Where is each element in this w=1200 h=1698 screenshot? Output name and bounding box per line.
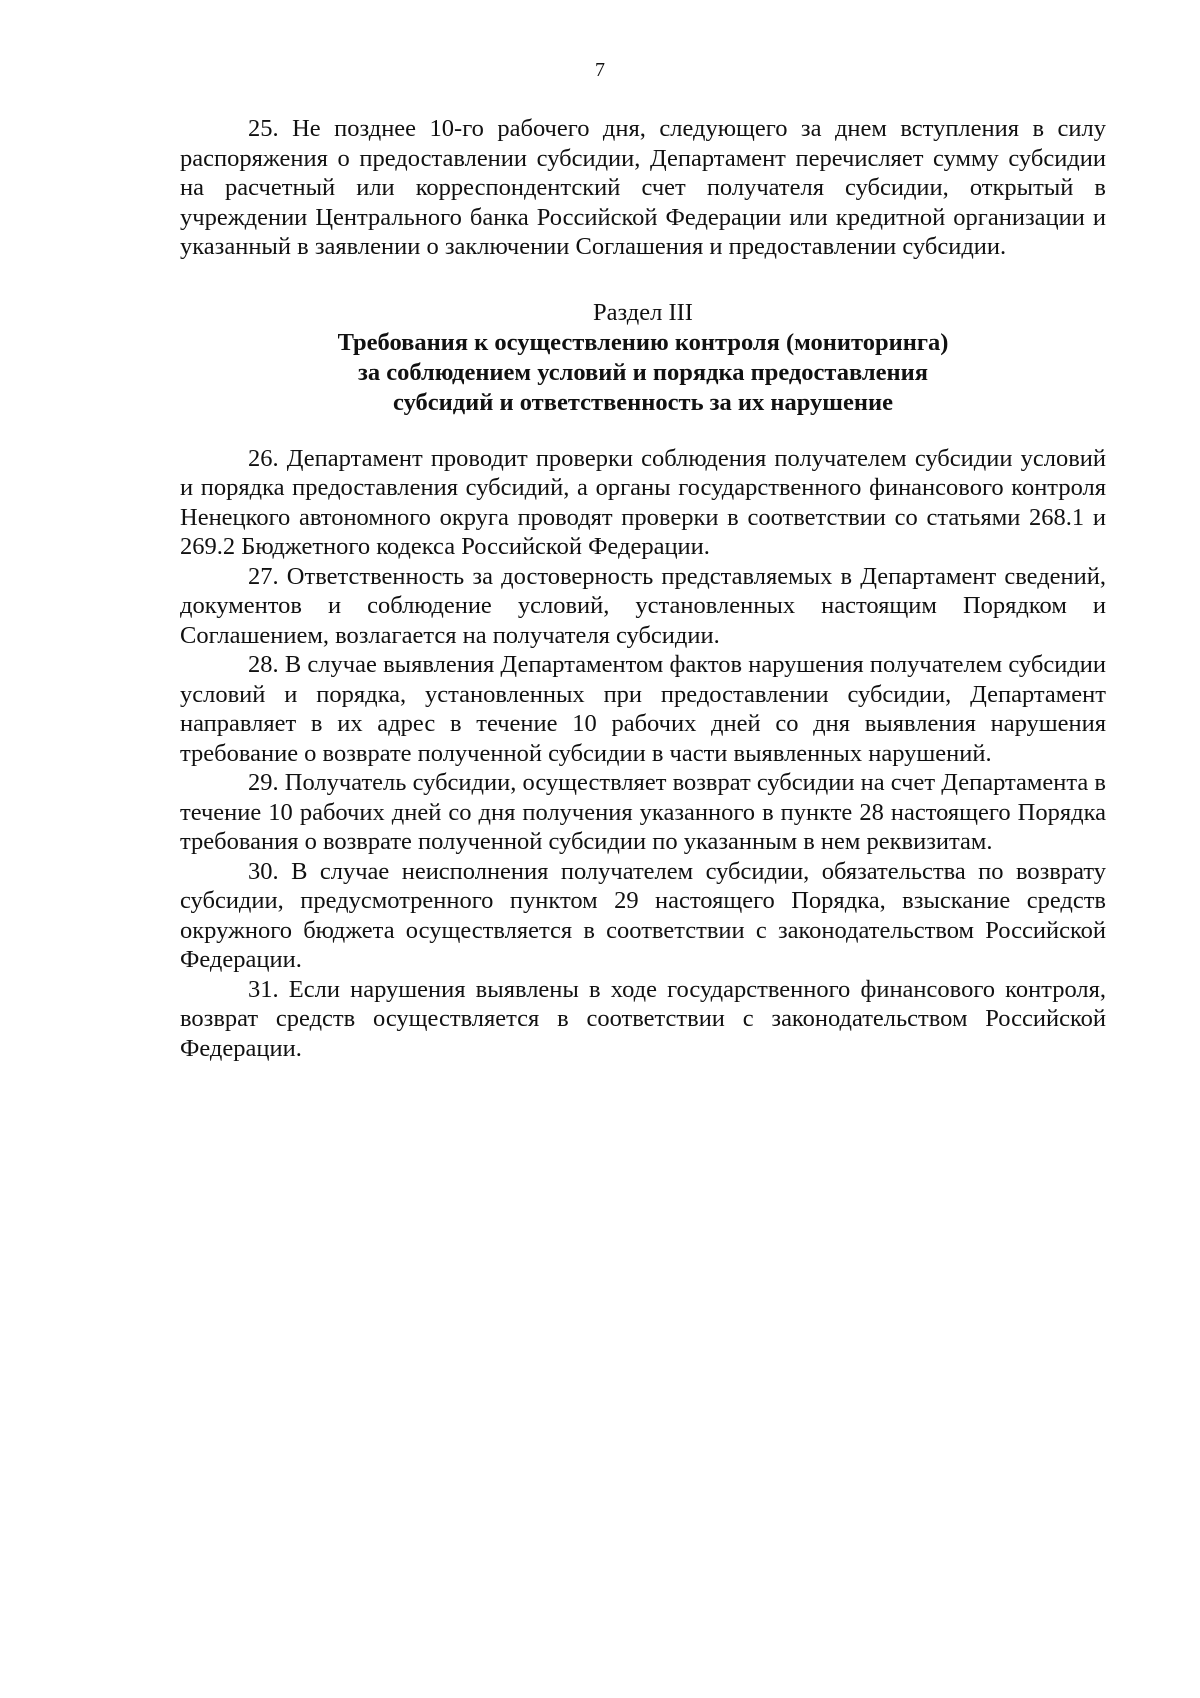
paragraph-26: 26. Департамент проводит проверки соблюдения получателем субсидии условий и порядка предоставления субсидий, а органы государственного финансового контроля Ненецкого автономного округа проводят проверки в соответствии со статьями 268.1 и 269.2 Бюджетного кодекса Российской Федерации. bbox=[180, 444, 1106, 560]
section-heading bbox=[180, 298, 1106, 418]
paragraph-25: 25. Не позднее 10-го рабочего дня, следующего за днем вступления в силу распоряжения о предоставлении субсидии, Департамент перечисляет сумму субсидии на расчетный или корреспондентский счет получателя субсидии, открытый в учреждении Центрального банка Российской Федерации или кредитной организации и указанный в заявлении о заключении Соглашения и предоставлении субсидии. bbox=[180, 115, 1106, 260]
paragraph-31: 31. Если нарушения выявлены в ходе государственного финансового контроля, возврат средств осуществляется в соответствии с законодательством Российской Федерации. bbox=[180, 975, 1106, 1062]
section-title bbox=[180, 328, 1106, 418]
document-body bbox=[180, 114, 1106, 1063]
paragraph-30: 30. В случае неисполнения получателем субсидии, обязательства по возврату субсидии, предусмотренного пунктом 29 настоящего Порядка, взыскание средств окружного бюджета осуществляется в соответствии с законодательством Российской Федерации. bbox=[180, 857, 1106, 973]
paragraph-27: 27. Ответственность за достоверность представляемых в Департамент сведений, документов и соблюдение условий, установленных настоящим Порядком и Соглашением, возлагается на получателя субсидии. bbox=[180, 562, 1106, 649]
section-title-line: Требования к осуществлению контроля (мониторинга) bbox=[337, 328, 949, 356]
paragraph-28: 28. В случае выявления Департаментом фактов нарушения получателем субсидии условий и порядка, установленных при предоставлении субсидии, Департамент направляет в их адрес в течение 10 рабочих дней со дня выявления нарушения требование о возврате полученной субсидии в части выявленных нарушений. bbox=[180, 651, 1106, 767]
paragraph-29: 29. Получатель субсидии, осуществляет возврат субсидии на счет Департамента в течение 10 рабочих дней со дня получения указанного в пункте 28 настоящего Порядка требования о возврате полученной субсидии по указанным в нем реквизитам. bbox=[180, 769, 1106, 855]
section-title-line: субсидий и ответственность за их нарушение bbox=[393, 388, 893, 416]
section-label: Раздел III bbox=[593, 298, 693, 326]
page-number: 7 bbox=[595, 59, 605, 81]
section-title-line: за соблюдением условий и порядка предоставления bbox=[358, 358, 928, 386]
